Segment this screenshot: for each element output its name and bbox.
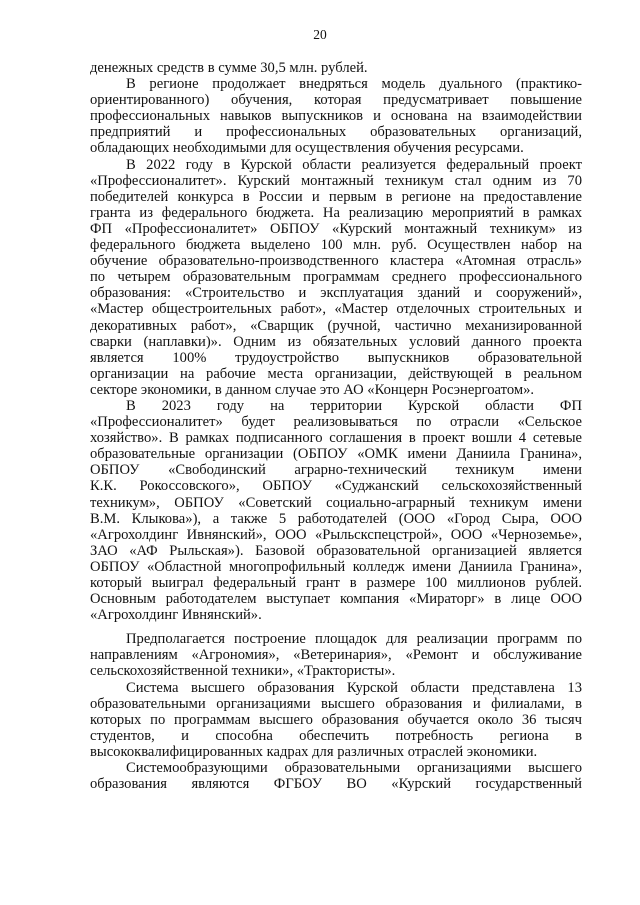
text-line: по четырем образовательным программам среднего профессионального [90,269,582,286]
text-line: образования являются ФГБОУ ВО «Курский государственный [90,776,582,793]
text-line: Основным работодателем выступает компания «Мираторг» в лице ООО [90,591,582,608]
text-line: гранта из федерального бюджета. На реализацию мероприятий в рамках [90,204,582,221]
text-line: Системообразующими образовательными организациями высшего [126,760,582,777]
text-line: сварки (наплавки)». Одним из обязательных условий данного проекта [90,333,582,350]
paragraph [90,631,582,679]
paragraph [90,398,582,623]
text-line: студентов, и способна обеспечить потребность региона в [90,727,582,744]
text-line: «Мастер общестроительных работ», «Мастер отделочных строительных и [90,301,582,318]
paragraph [90,60,582,76]
text-line: В регионе продолжает внедряться модель дуального (практико- [126,76,582,93]
text-line: ОБПОУ «Областной многопрофильный колледж имени Даниила Гранина», [90,558,582,575]
text-line: которых по программам высшего образования обучается около 36 тысяч [90,711,582,728]
document-body [90,60,582,792]
text-line: обучение образовательно-производственного кластера «Атомная отрасль» [90,253,582,270]
text-line: К.К. Рокоссовского», ОБПОУ «Суджанский сельскохозяйственный [90,478,582,495]
text-line: победителей конкурса в России и первым в регионе на предоставление [90,188,582,205]
text-line: Предполагается построение площадок для реализации программ по [126,631,582,648]
text-line: секторе экономики, в данном случае это АО «Концерн Росэнергоатом». [90,381,535,398]
text-line: Система высшего образования Курской области представлена 13 [126,679,582,696]
text-line: высококвалифицированных кадрах для различных отраслей экономики. [90,743,538,760]
text-line: «Агрохолдинг Ивнянский», ООО «Рыльскспецстрой», ООО «Черноземье», [90,526,582,543]
text-line: ЗАО «АФ Рыльская»). Базовой образовательной организацией является [90,542,582,559]
paragraph [90,76,582,156]
text-line: ФП «Профессионалитет» ОБПОУ «Курский монтажный техникум» из [90,220,582,237]
text-line: хозяйство». В рамках подписанного соглашения в проект вошли 4 сетевые [90,430,582,447]
paragraph [90,157,582,398]
text-line: В 2022 году в Курской области реализуется федеральный проект [126,156,582,173]
text-line: является 100% трудоустройство выпускников образовательной [90,349,582,366]
text-line: В.М. Клыкова»), а также 5 работодателей (ООО «Город Сыра, ООО [90,510,582,527]
paragraph [90,760,582,792]
text-line: организации на рабочие места организации, действующей в реальном [90,365,582,382]
text-line: денежных средств в сумме 30,5 млн. рублей. [90,60,368,76]
text-line: профессиональных навыков выпускников и основана на взаимодействии [90,108,582,125]
paragraph [90,680,582,760]
text-line: сельскохозяйственной техники», «Трактористы». [90,663,396,680]
text-line: образовательные организации (ОБПОУ «ОМК имени Даниила Гранина», [90,446,582,463]
text-line: который выиграл федеральный грант в размере 100 миллионов рублей. [90,575,582,591]
text-line: образования: «Строительство и эксплуатация зданий и сооружений», [90,285,582,302]
text-line: «Профессионалитет». Курский монтажный техникум стал одним из 70 [90,172,582,189]
text-line: обладающих необходимыми для осуществления обучения ресурсами. [90,140,524,157]
text-line: техникум», ОБПОУ «Советский социально-аграрный техникум имени [90,494,582,511]
text-line: направлениям «Агрономия», «Ветеринария», «Ремонт и обслуживание [90,647,582,664]
text-line: «Профессионалитет» будет реализовываться по отрасли «Сельское [90,414,582,431]
text-line: предприятий и профессиональных образовательных организаций, [90,124,582,141]
paragraph-gap [90,623,582,631]
text-line: федерального бюджета выделено 100 млн. руб. Осуществлен набор на [90,237,582,254]
text-line: декоративных работ», «Сварщик (ручной, частично механизированной [90,317,582,334]
text-line: В 2023 году на территории Курской области ФП [126,397,582,414]
page-number: 20 [313,27,327,42]
text-line: ориентированного) обучения, которая предусматривает повышение [90,92,582,109]
text-line: образовательными организациями высшего образования и филиалами, в [90,695,582,712]
text-line: «Агрохолдинг Ивнянский». [90,607,262,624]
text-line: ОБПОУ «Свободинский аграрно-технический техникум имени [90,462,582,479]
